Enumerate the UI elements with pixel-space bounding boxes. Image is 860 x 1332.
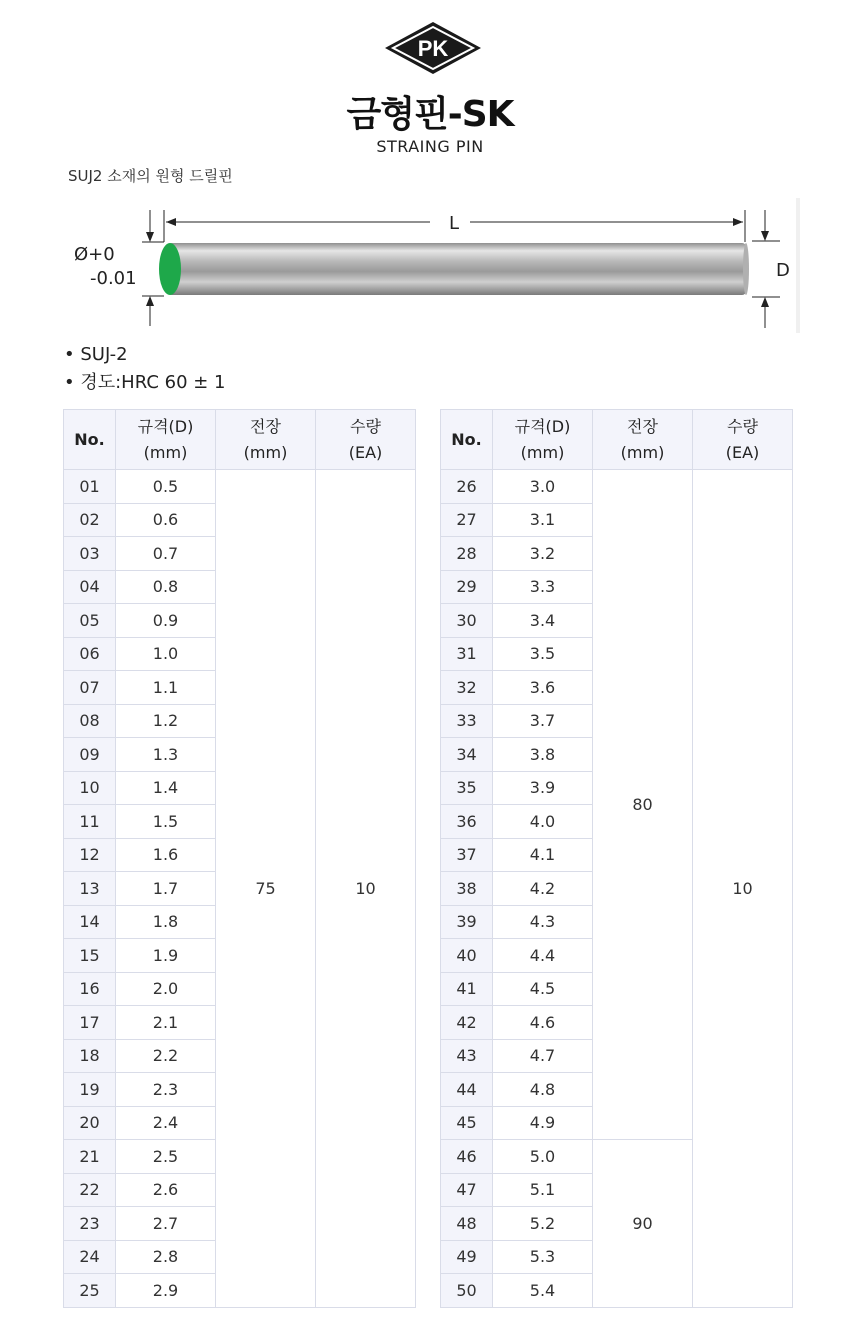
length-label: L (448, 213, 460, 234)
quantity-cell: 10 (316, 470, 416, 1308)
row-number: 11 (64, 805, 116, 839)
row-diameter: 3.5 (493, 637, 593, 671)
pin-diagram (60, 198, 800, 333)
row-diameter: 2.7 (116, 1207, 216, 1241)
row-diameter: 1.8 (116, 905, 216, 939)
row-number: 29 (441, 570, 493, 604)
row-diameter: 4.4 (493, 939, 593, 973)
row-number: 20 (64, 1106, 116, 1140)
row-diameter: 3.6 (493, 671, 593, 705)
row-number: 12 (64, 838, 116, 872)
row-diameter: 4.0 (493, 805, 593, 839)
length-cell: 75 (216, 470, 316, 1308)
row-diameter: 2.1 (116, 1006, 216, 1040)
row-diameter: 2.8 (116, 1240, 216, 1274)
table-row (441, 470, 793, 504)
pin-rod (168, 243, 746, 295)
row-number: 28 (441, 537, 493, 571)
row-number: 48 (441, 1207, 493, 1241)
row-number: 25 (64, 1274, 116, 1308)
row-diameter: 1.4 (116, 771, 216, 805)
product-description: SUJ2 소재의 원형 드릴핀 (68, 167, 233, 185)
row-diameter: 0.9 (116, 604, 216, 638)
row-number: 13 (64, 872, 116, 906)
row-diameter: 3.1 (493, 503, 593, 537)
row-diameter: 3.9 (493, 771, 593, 805)
row-diameter: 2.3 (116, 1073, 216, 1107)
row-number: 19 (64, 1073, 116, 1107)
row-diameter: 3.4 (493, 604, 593, 638)
row-number: 21 (64, 1140, 116, 1174)
row-diameter: 4.9 (493, 1106, 593, 1140)
row-number: 32 (441, 671, 493, 705)
row-diameter: 2.6 (116, 1173, 216, 1207)
header-quantity: 수량 (EA) (316, 410, 416, 470)
row-diameter: 4.2 (493, 872, 593, 906)
row-number: 41 (441, 972, 493, 1006)
pin-tip (159, 243, 181, 295)
row-number: 34 (441, 738, 493, 772)
row-diameter: 1.6 (116, 838, 216, 872)
row-diameter: 5.1 (493, 1173, 593, 1207)
header-quantity: 수량 (EA) (693, 410, 793, 470)
row-number: 44 (441, 1073, 493, 1107)
row-number: 08 (64, 704, 116, 738)
row-diameter: 1.0 (116, 637, 216, 671)
row-diameter: 2.0 (116, 972, 216, 1006)
spec-material: • SUJ-2 (64, 344, 128, 365)
row-diameter: 0.6 (116, 503, 216, 537)
row-diameter: 4.8 (493, 1073, 593, 1107)
row-diameter: 1.5 (116, 805, 216, 839)
row-number: 36 (441, 805, 493, 839)
row-diameter: 3.2 (493, 537, 593, 571)
row-number: 45 (441, 1106, 493, 1140)
row-number: 49 (441, 1240, 493, 1274)
row-number: 30 (441, 604, 493, 638)
row-diameter: 5.2 (493, 1207, 593, 1241)
row-diameter: 0.5 (116, 470, 216, 504)
header-diameter: 규격(D) (mm) (116, 410, 216, 470)
tolerance-upper: Ø+0 (74, 244, 115, 265)
row-number: 14 (64, 905, 116, 939)
length-cell: 90 (593, 1140, 693, 1308)
row-diameter: 1.9 (116, 939, 216, 973)
row-number: 10 (64, 771, 116, 805)
row-number: 04 (64, 570, 116, 604)
row-diameter: 4.3 (493, 905, 593, 939)
header-no: No. (441, 410, 493, 470)
row-diameter: 4.7 (493, 1039, 593, 1073)
row-number: 02 (64, 503, 116, 537)
row-diameter: 2.5 (116, 1140, 216, 1174)
row-number: 39 (441, 905, 493, 939)
logo-text: PK (417, 36, 449, 61)
row-number: 06 (64, 637, 116, 671)
product-subtitle: STRAING PIN (376, 137, 484, 156)
row-diameter: 2.2 (116, 1039, 216, 1073)
row-diameter: 2.9 (116, 1274, 216, 1308)
row-number: 37 (441, 838, 493, 872)
product-title: 금형핀-SK (346, 94, 514, 135)
row-diameter: 4.6 (493, 1006, 593, 1040)
row-number: 05 (64, 604, 116, 638)
row-diameter: 3.7 (493, 704, 593, 738)
header-length: 전장 (mm) (216, 410, 316, 470)
header-length: 전장 (mm) (593, 410, 693, 470)
row-number: 17 (64, 1006, 116, 1040)
row-number: 01 (64, 470, 116, 504)
spec-hardness: • 경도:HRC 60 ± 1 (64, 372, 226, 393)
row-diameter: 5.0 (493, 1140, 593, 1174)
row-number: 07 (64, 671, 116, 705)
row-diameter: 1.2 (116, 704, 216, 738)
row-diameter: 1.1 (116, 671, 216, 705)
row-number: 16 (64, 972, 116, 1006)
row-diameter: 0.7 (116, 537, 216, 571)
pk-logo (383, 20, 483, 76)
row-diameter: 2.4 (116, 1106, 216, 1140)
row-number: 38 (441, 872, 493, 906)
row-diameter: 3.8 (493, 738, 593, 772)
row-number: 22 (64, 1173, 116, 1207)
row-number: 33 (441, 704, 493, 738)
row-number: 35 (441, 771, 493, 805)
row-number: 27 (441, 503, 493, 537)
diameter-label: D (776, 260, 790, 281)
row-number: 03 (64, 537, 116, 571)
row-number: 15 (64, 939, 116, 973)
row-diameter: 5.3 (493, 1240, 593, 1274)
quantity-cell: 10 (693, 470, 793, 1308)
tolerance-lower: -0.01 (90, 268, 137, 289)
row-number: 40 (441, 939, 493, 973)
row-diameter: 1.3 (116, 738, 216, 772)
row-diameter: 3.0 (493, 470, 593, 504)
row-number: 42 (441, 1006, 493, 1040)
row-diameter: 5.4 (493, 1274, 593, 1308)
table-row (64, 470, 416, 504)
row-diameter: 4.1 (493, 838, 593, 872)
row-number: 23 (64, 1207, 116, 1241)
row-number: 46 (441, 1140, 493, 1174)
row-number: 31 (441, 637, 493, 671)
header-diameter: 규격(D) (mm) (493, 410, 593, 470)
row-diameter: 4.5 (493, 972, 593, 1006)
row-number: 26 (441, 470, 493, 504)
row-number: 18 (64, 1039, 116, 1073)
header-no: No. (64, 410, 116, 470)
length-cell: 80 (593, 470, 693, 1140)
row-diameter: 1.7 (116, 872, 216, 906)
row-number: 47 (441, 1173, 493, 1207)
row-number: 50 (441, 1274, 493, 1308)
row-number: 09 (64, 738, 116, 772)
row-number: 24 (64, 1240, 116, 1274)
spec-table-left (63, 409, 416, 1308)
row-diameter: 3.3 (493, 570, 593, 604)
spec-table-right (440, 409, 793, 1308)
row-diameter: 0.8 (116, 570, 216, 604)
row-number: 43 (441, 1039, 493, 1073)
